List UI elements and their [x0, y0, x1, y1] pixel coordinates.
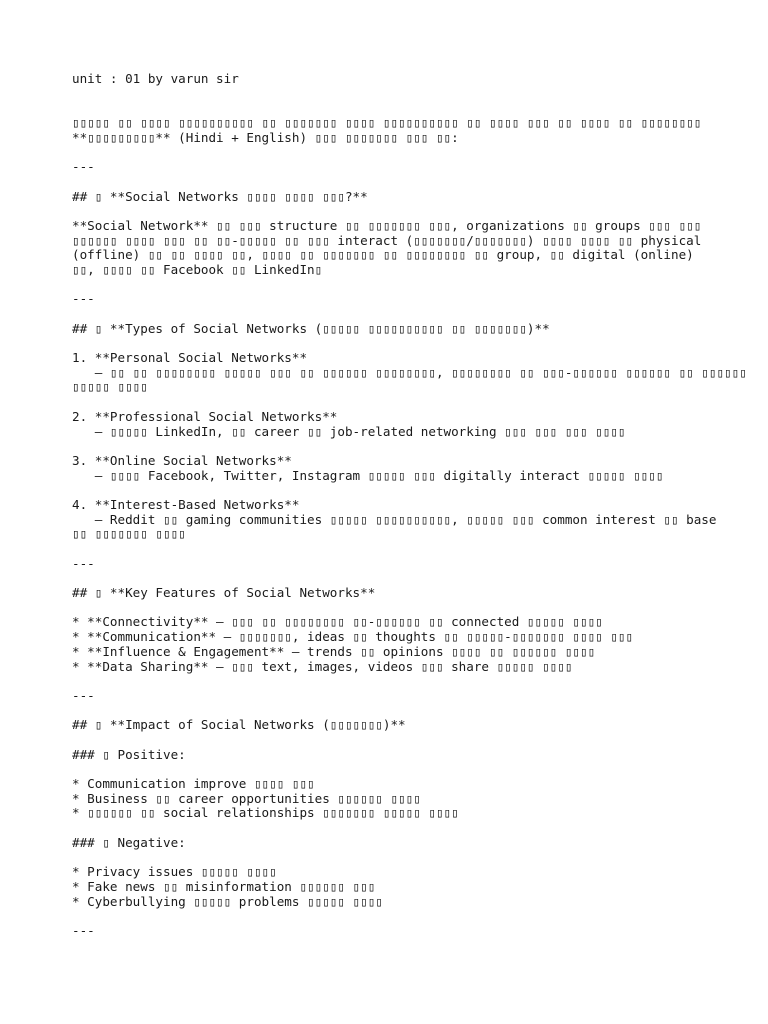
- bullet-item: * ▯▯▯▯▯▯ ▯▯ social relationships ▯▯▯▯▯▯▯ ▯▯▯▯▯ ▯▯▯▯: [72, 805, 459, 821]
- list-item-line: ▯▯ ▯▯▯▯▯▯▯ ▯▯▯▯: [72, 526, 186, 542]
- subheading-positive: ### ▯ Positive:: [72, 746, 186, 762]
- bullet-item: * Fake news ▯▯ misinformation ▯▯▯▯▯▯ ▯▯▯: [72, 878, 376, 894]
- list-item-line: – Reddit ▯▯ gaming communities ▯▯▯▯▯ ▯▯▯▯▯▯▯▯▯▯, ▯▯▯▯▯ ▯▯▯ common interest ▯▯ base: [72, 511, 717, 527]
- bullet-item: * **Data Sharing** – ▯▯▯ text, images, videos ▯▯▯ share ▯▯▯▯▯ ▯▯▯▯: [72, 658, 573, 674]
- list-item-title: 4. **Interest-Based Networks**: [72, 496, 300, 512]
- section-heading-features: ## ▯ **Key Features of Social Networks**: [72, 585, 376, 601]
- list-item-title: 1. **Personal Social Networks**: [72, 350, 308, 366]
- bullet-item: * **Communication** – ▯▯▯▯▯▯▯, ideas ▯▯ thoughts ▯▯ ▯▯▯▯▯-▯▯▯▯▯▯▯ ▯▯▯▯ ▯▯▯: [72, 629, 634, 645]
- list-item-line: – ▯▯▯▯▯ LinkedIn, ▯▯ career ▯▯ job-related networking ▯▯▯ ▯▯▯ ▯▯▯ ▯▯▯▯: [72, 423, 626, 439]
- bullet-item: * Cyberbullying ▯▯▯▯▯ problems ▯▯▯▯▯ ▯▯▯▯: [72, 893, 383, 909]
- paragraph-line: (offline) ▯▯ ▯▯ ▯▯▯▯ ▯▯, ▯▯▯▯ ▯▯ ▯▯▯▯▯▯▯ ▯▯ ▯▯▯▯▯▯▯▯ ▯▯ group, ▯▯ digital (online): [72, 247, 694, 263]
- section-heading-types: ## ▯ **Types of Social Networks (▯▯▯▯▯ ▯▯▯▯▯▯▯▯▯▯ ▯▯ ▯▯▯▯▯▯▯)**: [72, 320, 550, 336]
- bullet-item: * Privacy issues ▯▯▯▯▯ ▯▯▯▯: [72, 864, 277, 880]
- document-title: unit : 01 by varun sir: [72, 71, 239, 86]
- list-item-title: 2. **Professional Social Networks**: [72, 408, 338, 424]
- section-heading-impact: ## ▯ **Impact of Social Networks (▯▯▯▯▯▯▯)**: [72, 717, 406, 733]
- separator: ---: [72, 922, 95, 938]
- separator: ---: [72, 687, 95, 703]
- bullet-item: * Communication improve ▯▯▯▯ ▯▯▯: [72, 776, 315, 791]
- paragraph-line: ▯▯▯▯▯▯ ▯▯▯▯ ▯▯▯ ▯▯ ▯▯-▯▯▯▯▯ ▯▯ ▯▯▯ interact (▯▯▯▯▯▯▯/▯▯▯▯▯▯▯) ▯▯▯▯ ▯▯▯▯ ▯▯ physical: [72, 232, 702, 248]
- list-item-line: ▯▯▯▯▯ ▯▯▯▯: [72, 379, 148, 395]
- subheading-negative: ### ▯ Negative:: [72, 834, 186, 850]
- list-item-title: 3. **Online Social Networks**: [72, 452, 292, 468]
- list-item-line: – ▯▯ ▯▯ ▯▯▯▯▯▯▯▯ ▯▯▯▯▯ ▯▯▯ ▯▯ ▯▯▯▯▯▯ ▯▯▯▯▯▯▯▯, ▯▯▯▯▯▯▯▯ ▯▯ ▯▯▯-▯▯▯▯▯▯ ▯▯▯▯▯▯ ▯▯ ▯▯▯▯▯▯: [72, 364, 747, 380]
- separator: ---: [72, 291, 95, 307]
- document-page: [72, 71, 747, 939]
- bullet-item: * Business ▯▯ career opportunities ▯▯▯▯▯▯ ▯▯▯▯: [72, 790, 421, 806]
- separator: ---: [72, 555, 95, 571]
- separator: ---: [72, 159, 95, 175]
- intro-line: ▯▯▯▯▯ ▯▯ ▯▯▯▯ ▯▯▯▯▯▯▯▯▯▯ ▯▯ ▯▯▯▯▯▯▯ ▯▯▯▯ ▯▯▯▯▯▯▯▯▯▯ ▯▯ ▯▯▯▯ ▯▯▯ ▯▯ ▯▯▯▯ ▯▯ ▯▯▯▯▯▯▯▯: [72, 115, 702, 131]
- intro-line: **▯▯▯▯▯▯▯▯▯** (Hindi + English) ▯▯▯ ▯▯▯▯▯▯▯ ▯▯▯ ▯▯:: [72, 129, 459, 145]
- bullet-item: * **Influence & Engagement** – trends ▯▯ opinions ▯▯▯▯ ▯▯ ▯▯▯▯▯▯ ▯▯▯▯: [72, 643, 596, 659]
- section-heading-what: ## ▯ **Social Networks ▯▯▯▯ ▯▯▯▯ ▯▯▯?**: [72, 188, 368, 204]
- paragraph-line: **Social Network** ▯▯ ▯▯▯ structure ▯▯ ▯▯▯▯▯▯▯ ▯▯▯, organizations ▯▯ groups ▯▯▯ ▯▯▯: [72, 217, 702, 233]
- paragraph-line: ▯▯, ▯▯▯▯ ▯▯ Facebook ▯▯ LinkedIn▯: [72, 261, 323, 277]
- list-item-line: – ▯▯▯▯ Facebook, Twitter, Instagram ▯▯▯▯▯ ▯▯▯ digitally interact ▯▯▯▯▯ ▯▯▯▯: [72, 467, 664, 483]
- bullet-item: * **Connectivity** – ▯▯▯ ▯▯ ▯▯▯▯▯▯▯▯ ▯▯-▯▯▯▯▯▯ ▯▯ connected ▯▯▯▯▯ ▯▯▯▯: [72, 614, 603, 630]
